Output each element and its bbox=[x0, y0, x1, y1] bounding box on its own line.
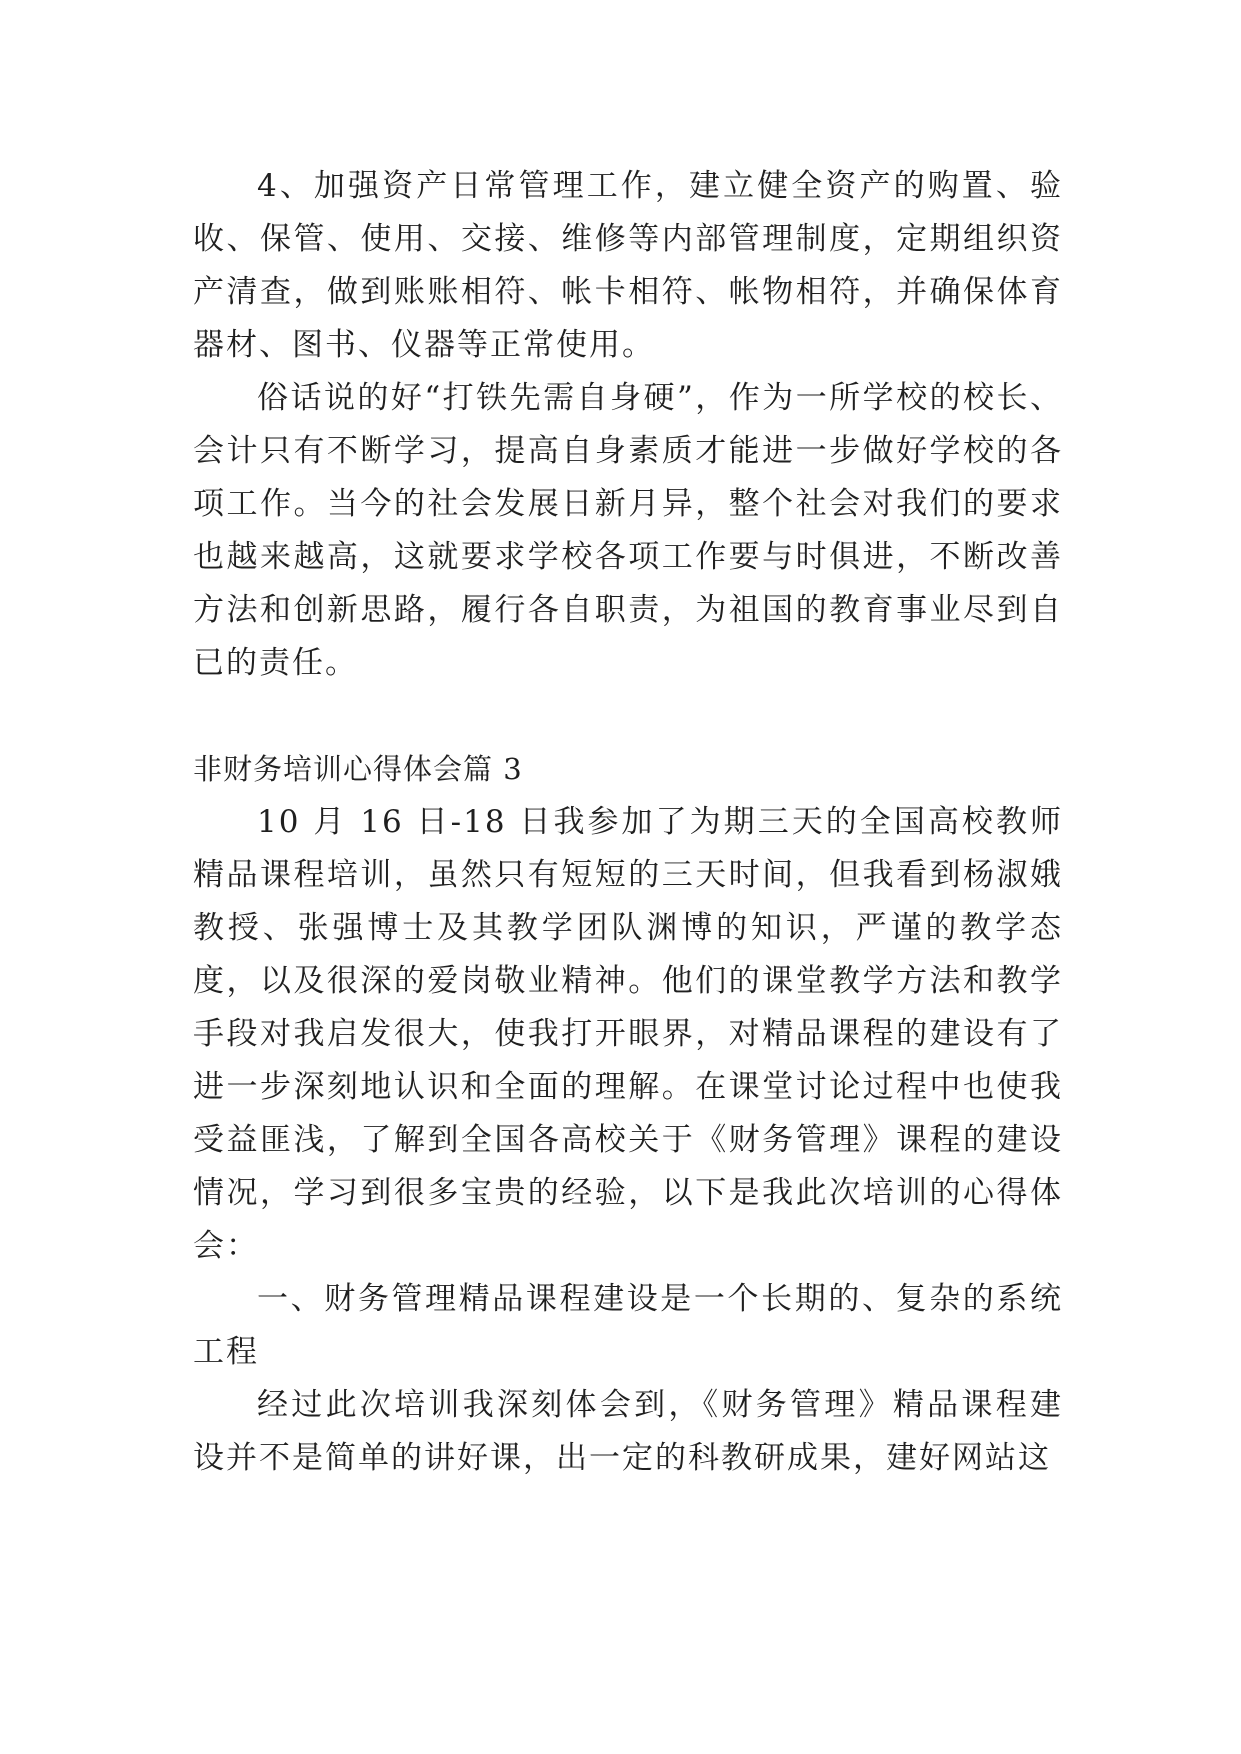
document-body bbox=[193, 160, 1063, 1485]
section-heading: 非财务培训心得体会篇 3 bbox=[193, 752, 523, 786]
paragraph-experience: 经过此次培训我深刻体会到，《财务管理》精品课程建设并不是简单的讲好课，出一定的科教研成果，建好网站这 bbox=[193, 1387, 1063, 1476]
section-spacer bbox=[193, 690, 1063, 743]
paragraph-asset-management: 4、加强资产日常管理工作，建立健全资产的购置、验收、保管、使用、交接、维修等内部管理制度，定期组织资产清查，做到账账相符、帐卡相符、帐物相符，并确保体育器材、图书、仪器等正常使用。 bbox=[193, 168, 1063, 363]
paragraph-self-improvement: 俗话说的好“打铁先需自身硬”，作为一所学校的校长、会计只有不断学习，提高自身素质才能进一步做好学校的各项工作。当今的社会发展日新月异，整个社会对我们的要求也越来越高，这就要求学校各项工作要与时俱进，不断改善方法和创新思路，履行各自职责，为祖国的教育事业尽到自已的责任。 bbox=[193, 380, 1063, 681]
paragraph-training-intro: 10 月 16 日-18 日我参加了为期三天的全国高校教师精品课程培训，虽然只有短短的三天时间，但我看到杨淑娥教授、张强博士及其教学团队渊博的知识，严谨的教学态度，以及很深的爱岗敬业精神。他们的课堂教学方法和教学手段对我启发很大，使我打开眼界，对精品课程的建设有了进一步深刻地认识和全面的理解。在课堂讨论过程中也使我受益匪浅，了解到全国各高校关于《财务管理》课程的建设情况，学习到很多宝贵的经验，以下是我此次培训的心得体会： bbox=[193, 804, 1063, 1264]
paragraph-point-one: 一、财务管理精品课程建设是一个长期的、复杂的系统工程 bbox=[193, 1281, 1063, 1370]
